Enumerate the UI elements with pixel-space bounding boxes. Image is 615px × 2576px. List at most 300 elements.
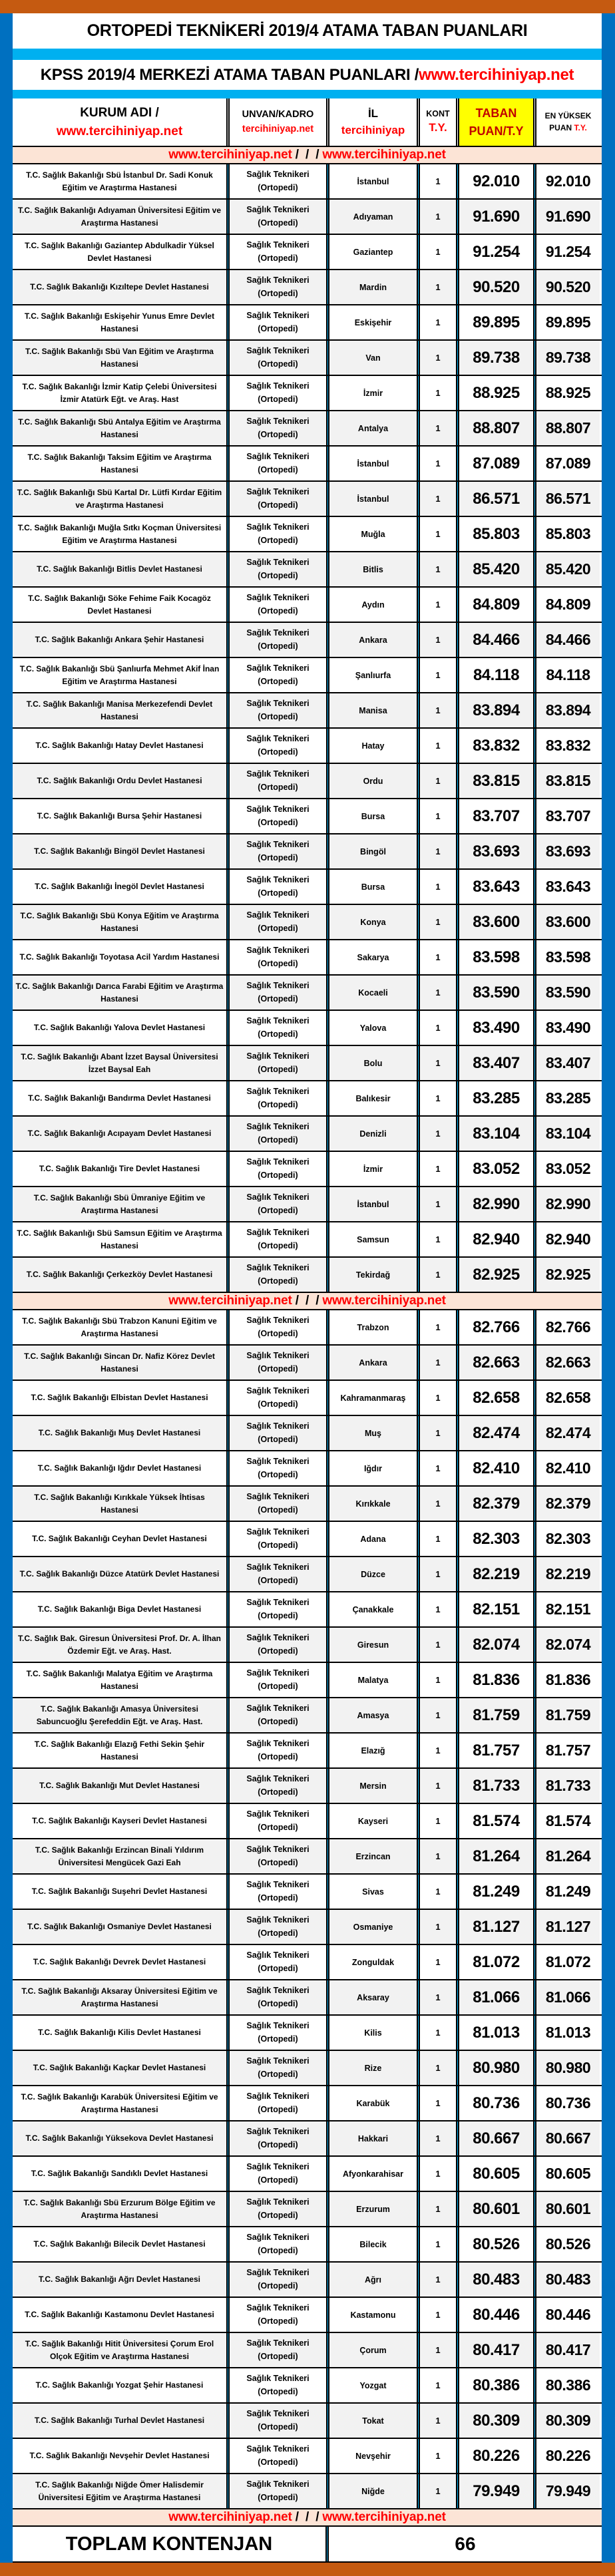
cell-il: Antalya: [329, 411, 417, 445]
table-row: [13, 341, 602, 376]
cell-il: Giresun: [329, 1628, 417, 1662]
cell-kont: 1: [420, 2404, 456, 2438]
cell-kurum: T.C. Sağlık Bakanlığı Darıca Farabi Eğitim ve Araştırma Hastanesi: [13, 976, 226, 1010]
table-row: [13, 1011, 602, 1046]
cell-il: Kırıkkale: [329, 1487, 417, 1521]
cell-unvan: Sağlık Teknikeri (Ortopedi): [246, 2374, 309, 2396]
cell-il: İzmir: [363, 1164, 383, 1174]
table-row: [13, 1592, 602, 1628]
cell-taban-puan: 81.757: [473, 1741, 520, 1759]
table-row: [13, 1980, 602, 2016]
cell-kont: 1: [435, 1534, 441, 1544]
cell-il: Nevşehir: [355, 2451, 391, 2461]
cell-kurum: T.C. Sağlık Bakanlığı Kaçkar Devlet Hastanesi: [13, 2051, 226, 2085]
cell-kurum: T.C. Sağlık Bakanlığı Toyotasa Acil Yardım Hastanesi: [19, 952, 220, 962]
cell-unvan: Sağlık Teknikeri (Ortopedi): [230, 482, 326, 516]
cell-kont: 1: [420, 1046, 456, 1080]
table-row: [13, 1046, 602, 1081]
cell-kurum: T.C. Sağlık Bakanlığı Ankara Şehir Hastanesi: [13, 623, 226, 657]
cell-kont: 1: [435, 2098, 441, 2108]
cell-il: Samsun: [357, 1234, 389, 1244]
table-row: [13, 1081, 602, 1117]
cell-taban-puan: 83.104: [459, 1117, 533, 1151]
cell-en-yuksek-puan: 82.766: [545, 1318, 591, 1336]
cell-taban-puan: 83.590: [459, 976, 533, 1010]
cell-taban-puan: 83.643: [473, 877, 520, 896]
table-row: [13, 1258, 602, 1293]
table-row: [13, 1804, 602, 1839]
cell-en-yuksek-puan: 92.010: [545, 172, 591, 190]
cell-taban-puan: 83.490: [473, 1018, 520, 1037]
cell-en-yuksek-puan: 83.285: [545, 1089, 591, 1107]
cell-kont: 1: [420, 1628, 456, 1662]
cell-kurum: T.C. Sağlık Bakanlığı Hitit Üniversitesi Çorum Erol Olçok Eğitim ve Araştırma Hastanesi: [13, 2333, 226, 2367]
cell-kurum: T.C. Sağlık Bakanlığı Sbü Kartal Dr. Lütfi Kırdar Eğitim ve Araştırma Hastanesi: [13, 482, 226, 516]
cell-en-yuksek-puan: 83.052: [545, 1160, 591, 1177]
page-frame: [0, 13, 615, 2563]
cell-taban-puan: 91.690: [459, 200, 533, 234]
cell-il: Ağrı: [329, 2263, 417, 2297]
table-row: [13, 764, 602, 799]
table-row: [13, 870, 602, 905]
cell-en-yuksek-puan: 83.600: [536, 905, 600, 939]
cell-unvan: Sağlık Teknikeri (Ortopedi): [230, 1346, 326, 1380]
cell-en-yuksek-puan: 80.605: [545, 2165, 591, 2182]
cell-kont: 1: [435, 529, 441, 539]
cell-en-yuksek-puan: 81.249: [545, 1883, 591, 1900]
cell-en-yuksek-puan: 84.809: [545, 596, 591, 613]
cell-en-yuksek-puan: 79.949: [536, 2474, 600, 2508]
cell-kont: 1: [435, 317, 441, 327]
cell-en-yuksek-puan: 83.815: [536, 764, 600, 798]
cell-il: İstanbul: [329, 1187, 417, 1221]
cell-en-yuksek-puan: 80.226: [545, 2447, 591, 2464]
cell-il: Tekirdağ: [329, 1258, 417, 1292]
cell-kurum: T.C. Sağlık Bakanlığı Kastamonu Devlet Hastanesi: [25, 2310, 214, 2320]
cell-il: İzmir: [363, 388, 383, 398]
cell-kont: 1: [435, 1322, 441, 1332]
table-row: [13, 270, 602, 305]
total-row: [13, 2527, 602, 2563]
cell-il: Kilis: [364, 2028, 382, 2038]
cell-unvan: Sağlık Teknikeri (Ortopedi): [246, 311, 309, 333]
cell-unvan: Sağlık Teknikeri (Ortopedi): [246, 1087, 309, 1109]
cell-taban-puan: 80.386: [473, 2376, 520, 2394]
cell-kurum: T.C. Sağlık Bakanlığı Bursa Şehir Hastanesi: [37, 811, 202, 821]
cell-kont: 1: [435, 1887, 441, 1897]
cell-taban-puan: 82.925: [459, 1258, 533, 1292]
cell-kurum: T.C. Sağlık Bak. Giresun Üniversitesi Prof. Dr. A. İlhan Özdemir Eğt. ve Araş. Hast.: [13, 1628, 226, 1662]
table-row: [13, 1663, 602, 1698]
cell-kurum: T.C. Sağlık Bakanlığı Sbü Samsun Eğitim ve Araştırma Hastanesi: [17, 1228, 222, 1250]
cell-kurum: T.C. Sağlık Bakanlığı Amasya Üniversitesi Sabuncuoğlu Şerefeddin Eğt. ve Araş. Hast.: [13, 1698, 226, 1732]
cell-taban-puan: 89.738: [459, 341, 533, 375]
cell-il: Erzincan: [329, 1839, 417, 1873]
cell-kurum: T.C. Sağlık Bakanlığı Sbü İstanbul Dr. Sadi Konuk Eğitim ve Araştırma Hastanesi: [26, 170, 213, 192]
cell-kurum: T.C. Sağlık Bakanlığı Çerkezköy Devlet Hastanesi: [13, 1258, 226, 1292]
table-row: [13, 1187, 602, 1222]
cell-il: İstanbul: [357, 176, 389, 186]
cell-taban-puan: 88.925: [473, 383, 520, 402]
cell-kurum: T.C. Sağlık Bakanlığı Düzce Atatürk Devlet Hastanesi: [13, 1557, 226, 1591]
cell-kont: 1: [420, 1117, 456, 1151]
cell-unvan: Sağlık Teknikeri (Ortopedi): [230, 1980, 326, 2014]
cell-kont: 1: [435, 1093, 441, 1103]
table-row: [13, 658, 602, 693]
table-row: [13, 1945, 602, 1980]
cell-en-yuksek-puan: 80.386: [545, 2376, 591, 2394]
cell-kont: 1: [420, 200, 456, 234]
table-row: [13, 376, 602, 411]
cell-kont: 1: [435, 1746, 441, 1755]
cell-unvan: Sağlık Teknikeri (Ortopedi): [246, 1316, 309, 1338]
cell-unvan: Sağlık Teknikeri (Ortopedi): [230, 1117, 326, 1151]
cell-unvan: Sağlık Teknikeri (Ortopedi): [246, 1386, 309, 1409]
cell-en-yuksek-puan: 81.757: [545, 1742, 591, 1759]
cell-en-yuksek-puan: 82.663: [536, 1346, 600, 1380]
cell-unvan: Sağlık Teknikeri (Ortopedi): [230, 341, 326, 375]
cell-taban-puan: 84.118: [473, 665, 520, 684]
cell-kont: 1: [435, 2380, 441, 2390]
cell-kurum: T.C. Sağlık Bakanlığı Sbü Şanlıurfa Mehmet Akif İnan Eğitim ve Araştırma Hastanesi: [19, 663, 220, 686]
cell-kont: 1: [435, 388, 441, 398]
cell-unvan: Sağlık Teknikeri (Ortopedi): [230, 2404, 326, 2438]
cell-il: Mardin: [329, 270, 417, 304]
cell-unvan: Sağlık Teknikeri (Ortopedi): [230, 1046, 326, 1080]
cell-il: Eskişehir: [354, 317, 392, 327]
cell-en-yuksek-puan: 83.707: [545, 807, 591, 825]
table-row: [13, 1222, 602, 1258]
cell-kont: 1: [435, 741, 441, 751]
cell-en-yuksek-puan: 91.254: [545, 243, 591, 260]
cell-unvan: Sağlık Teknikeri (Ortopedi): [230, 1557, 326, 1591]
table-row: [13, 834, 602, 870]
cell-en-yuksek-puan: 82.474: [536, 1416, 600, 1450]
cell-en-yuksek-puan: 81.836: [545, 1671, 591, 1688]
cell-unvan: Sağlık Teknikeri (Ortopedi): [246, 1228, 309, 1250]
cell-unvan: Sağlık Teknikeri (Ortopedi): [230, 2263, 326, 2297]
cell-il: Çorum: [329, 2333, 417, 2367]
table-row: [13, 235, 602, 270]
cell-unvan: Sağlık Teknikeri (Ortopedi): [246, 946, 309, 968]
cell-kont: 1: [420, 2121, 456, 2155]
cell-en-yuksek-puan: 83.643: [545, 878, 591, 895]
cell-kurum: T.C. Sağlık Bakanlığı Gaziantep Abdulkadir Yüksel Devlet Hastanesi: [25, 240, 214, 263]
cell-unvan: Sağlık Teknikeri (Ortopedi): [230, 2192, 326, 2226]
cell-en-yuksek-puan: 86.571: [536, 482, 600, 516]
table-row: [13, 1769, 602, 1804]
table-row: [13, 552, 602, 588]
cell-il: Yalova: [359, 1023, 387, 1033]
cell-en-yuksek-puan: 83.590: [536, 976, 600, 1010]
cell-kurum: T.C. Sağlık Bakanlığı Muş Devlet Hastanesi: [13, 1416, 226, 1450]
cell-unvan: Sağlık Teknikeri (Ortopedi): [230, 1910, 326, 1944]
cell-taban-puan: 82.410: [473, 1459, 520, 1477]
cell-il: Afyonkarahisar: [342, 2169, 403, 2179]
cell-unvan: Sağlık Teknikeri (Ortopedi): [230, 1839, 326, 1873]
cell-kurum: T.C. Sağlık Bakanlığı Niğde Ömer Halisdemir Üniversitesi Eğitim ve Araştırma Hastanesi: [13, 2474, 226, 2508]
cell-en-yuksek-puan: 81.264: [536, 1839, 600, 1873]
table-row: [13, 2192, 602, 2227]
cell-unvan: Sağlık Teknikeri (Ortopedi): [230, 2474, 326, 2508]
cell-kurum: T.C. Sağlık Bakanlığı Sbü Ümraniye Eğitim ve Araştırma Hastanesi: [13, 1187, 226, 1221]
cell-en-yuksek-puan: 89.738: [536, 341, 600, 375]
cell-taban-puan: 82.990: [459, 1187, 533, 1221]
cell-en-yuksek-puan: 80.309: [536, 2404, 600, 2438]
cell-kurum: T.C. Sağlık Bakanlığı Eskişehir Yunus Emre Devlet Hastanesi: [24, 311, 215, 333]
cell-kurum: T.C. Sağlık Bakanlığı Sbü Antalya Eğitim ve Araştırma Hastanesi: [13, 411, 226, 445]
cell-en-yuksek-puan: 81.127: [536, 1910, 600, 1944]
cell-unvan: Sağlık Teknikeri (Ortopedi): [246, 240, 309, 263]
cell-kont: 1: [420, 411, 456, 445]
cell-kurum: T.C. Sağlık Bakanlığı Malatya Eğitim ve Araştırma Hastanesi: [26, 1668, 213, 1691]
cell-en-yuksek-puan: 82.925: [536, 1258, 600, 1292]
cell-il: Niğde: [329, 2474, 417, 2508]
cell-kurum: T.C. Sağlık Bakanlığı Hatay Devlet Hastanesi: [35, 741, 204, 751]
cell-en-yuksek-puan: 81.066: [536, 1980, 600, 2014]
cell-taban-puan: 83.815: [459, 764, 533, 798]
table-row: [13, 1310, 602, 1346]
table-row: [13, 1910, 602, 1945]
table-row: [13, 2333, 602, 2368]
cell-taban-puan: 80.667: [459, 2121, 533, 2155]
cell-kont: 1: [435, 1675, 441, 1685]
cell-kont: 1: [435, 952, 441, 962]
cell-il: Aksaray: [329, 1980, 417, 2014]
cell-kurum: T.C. Sağlık Bakanlığı Aksaray Üniversitesi Eğitim ve Araştırma Hastanesi: [13, 1980, 226, 2014]
cell-unvan: Sağlık Teknikeri (Ortopedi): [230, 270, 326, 304]
table-row: [13, 411, 602, 447]
table-row: [13, 2368, 602, 2404]
table-row: [13, 729, 602, 764]
cell-unvan: Sağlık Teknikeri (Ortopedi): [246, 2021, 309, 2044]
table-row: [13, 2263, 602, 2298]
table-row: [13, 1381, 602, 1416]
cell-kont: 1: [435, 1463, 441, 1473]
cell-unvan: Sağlık Teknikeri (Ortopedi): [246, 2303, 309, 2326]
cell-il: Rize: [329, 2051, 417, 2085]
cell-taban-puan: 80.980: [459, 2051, 533, 2085]
table-row: [13, 1698, 602, 1734]
cell-en-yuksek-puan: 83.832: [545, 737, 591, 754]
cell-kurum: T.C. Sağlık Bakanlığı Abant İzzet Baysal Üniversitesi İzzet Baysal Eah: [13, 1046, 226, 1080]
cell-kurum: T.C. Sağlık Bakanlığı Tire Devlet Hastanesi: [39, 1164, 200, 1174]
cell-en-yuksek-puan: 80.667: [536, 2121, 600, 2155]
cell-kurum: T.C. Sağlık Bakanlığı Mut Devlet Hastanesi: [13, 1769, 226, 1803]
cell-kont: 1: [420, 1258, 456, 1292]
cell-taban-puan: 81.264: [459, 1839, 533, 1873]
score-sheet: [13, 13, 602, 2563]
cell-il: Bilecik: [359, 2239, 387, 2249]
cell-en-yuksek-puan: 80.526: [545, 2235, 591, 2253]
cell-il: Sakarya: [357, 952, 389, 962]
header-unvan: UNVAN/KADRO tercihiniyap.net: [230, 98, 326, 146]
cell-taban-puan: 88.807: [459, 411, 533, 445]
cell-kurum: T.C. Sağlık Bakanlığı Söke Fehime Faik Kocagöz Devlet Hastanesi: [28, 593, 211, 616]
cell-kurum: T.C. Sağlık Bakanlığı Sbü Trabzon Kanuni Eğitim ve Araştırma Hastanesi: [22, 1316, 217, 1338]
cell-kont: 1: [420, 2192, 456, 2226]
cell-il: Adana: [360, 1534, 386, 1544]
cell-il: Balıkesir: [355, 1093, 391, 1103]
cell-taban-puan: 81.836: [473, 1670, 520, 1689]
cell-en-yuksek-puan: 80.446: [545, 2306, 591, 2323]
cell-unvan: Sağlık Teknikeri (Ortopedi): [246, 1016, 309, 1039]
cell-kurum: T.C. Sağlık Bakanlığı Sbü Konya Eğitim ve Araştırma Hastanesi: [13, 905, 226, 939]
cell-taban-puan: 82.663: [459, 1346, 533, 1380]
cell-taban-puan: 81.013: [473, 2023, 520, 2042]
cell-kont: 1: [435, 176, 441, 186]
cell-il: Konya: [329, 905, 417, 939]
cell-kurum: T.C. Sağlık Bakanlığı Karabük Üniversitesi Eğitim ve Araştırma Hastanesi: [21, 2092, 218, 2114]
cell-en-yuksek-puan: 82.379: [536, 1487, 600, 1521]
cell-kont: 1: [435, 1023, 441, 1033]
cell-en-yuksek-puan: 81.759: [536, 1698, 600, 1732]
cell-taban-puan: 81.759: [459, 1698, 533, 1732]
table-row: [13, 1734, 602, 1769]
cell-il: Bursa: [361, 811, 385, 821]
cell-il: Gaziantep: [353, 247, 393, 257]
cell-kont: 1: [420, 623, 456, 657]
cell-kurum: T.C. Sağlık Bakanlığı Manisa Merkezefendi Devlet Hastanesi: [13, 693, 226, 727]
cell-kurum: T.C. Sağlık Bakanlığı Bandırma Devlet Hastanesi: [28, 1093, 211, 1103]
cell-unvan: Sağlık Teknikeri (Ortopedi): [246, 1809, 309, 1832]
table-row: [13, 693, 602, 729]
cell-en-yuksek-puan: 82.303: [545, 1530, 591, 1547]
cell-kont: 1: [420, 1416, 456, 1450]
cell-unvan: Sağlık Teknikeri (Ortopedi): [246, 381, 309, 404]
cell-il: Manisa: [329, 693, 417, 727]
cell-unvan: Sağlık Teknikeri (Ortopedi): [230, 2051, 326, 2085]
cell-kurum: T.C. Sağlık Bakanlığı Osmaniye Devlet Hastanesi: [13, 1910, 226, 1944]
cell-kont: 1: [420, 1839, 456, 1873]
total-value: 66: [329, 2527, 602, 2561]
table-row: [13, 2157, 602, 2192]
table-row: [13, 1875, 602, 1910]
cell-en-yuksek-puan: 89.895: [545, 313, 591, 331]
divider-band: [13, 49, 602, 60]
cell-en-yuksek-puan: 88.925: [545, 384, 591, 401]
cell-kont: 1: [435, 247, 441, 257]
cell-taban-puan: 83.285: [473, 1089, 520, 1107]
cell-kurum: T.C. Sağlık Bakanlığı Kızıltepe Devlet Hastanesi: [13, 270, 226, 304]
subtitle-link[interactable]: www.tercihiniyap.net: [419, 65, 574, 84]
cell-taban-puan: 81.066: [459, 1980, 533, 2014]
cell-taban-puan: 83.598: [473, 948, 520, 966]
cell-kurum: T.C. Sağlık Bakanlığı Sandıklı Devlet Hastanesi: [31, 2169, 208, 2179]
cell-taban-puan: 83.832: [473, 736, 520, 755]
cell-kont: 1: [435, 2451, 441, 2461]
cell-kont: 1: [420, 1487, 456, 1521]
cell-il: Bolu: [329, 1046, 417, 1080]
cell-taban-puan: 89.895: [473, 313, 520, 331]
cell-kurum: T.C. Sağlık Bakanlığı İnegöl Devlet Hastanesi: [35, 882, 204, 892]
cell-kont: 1: [420, 270, 456, 304]
cell-kurum: T.C. Sağlık Bakanlığı Yalova Devlet Hastanesi: [33, 1023, 206, 1033]
cell-unvan: Sağlık Teknikeri (Ortopedi): [246, 734, 309, 757]
cell-il: Kocaeli: [329, 976, 417, 1010]
cell-il: Şanlıurfa: [355, 670, 391, 680]
cell-kurum: T.C. Sağlık Bakanlığı Kilis Devlet Hastanesi: [38, 2028, 201, 2038]
table-body-block-1: [13, 164, 602, 1293]
cell-kurum: T.C. Sağlık Bakanlığı Nevşehir Devlet Hastanesi: [29, 2451, 210, 2461]
header-kurum: KURUM ADI / www.tercihiniyap.net: [13, 98, 226, 146]
cell-kurum: T.C. Sağlık Bakanlığı Biga Devlet Hastanesi: [37, 1604, 202, 1614]
cell-taban-puan: 80.309: [459, 2404, 533, 2438]
cell-en-yuksek-puan: 81.072: [545, 1953, 591, 1970]
cell-il: Amasya: [329, 1698, 417, 1732]
cell-kurum: T.C. Sağlık Bakanlığı Ağrı Devlet Hastanesi: [13, 2263, 226, 2297]
cell-unvan: Sağlık Teknikeri (Ortopedi): [246, 1668, 309, 1691]
cell-unvan: Sağlık Teknikeri (Ortopedi): [230, 834, 326, 868]
table-row: [13, 2051, 602, 2086]
table-row: [13, 623, 602, 658]
cell-unvan: Sağlık Teknikeri (Ortopedi): [246, 2444, 309, 2467]
cell-kont: 1: [435, 1393, 441, 1403]
cell-taban-puan: 87.089: [473, 454, 520, 472]
cell-il: Muş: [329, 1416, 417, 1450]
table-row: [13, 588, 602, 623]
cell-kurum: T.C. Sağlık Bakanlığı Bitlis Devlet Hastanesi: [13, 552, 226, 586]
table-row: [13, 2016, 602, 2051]
cell-kont: 1: [435, 1164, 441, 1174]
cell-kont: 1: [420, 1769, 456, 1803]
cell-unvan: Sağlık Teknikeri (Ortopedi): [246, 1527, 309, 1550]
cell-kont: 1: [420, 834, 456, 868]
cell-en-yuksek-puan: 82.074: [536, 1628, 600, 1662]
cell-kurum: T.C. Sağlık Bakanlığı Erzincan Binali Yıldırım Üniversitesi Mengücek Gazi Eah: [13, 1839, 226, 1873]
cell-taban-puan: 82.474: [459, 1416, 533, 1450]
cell-taban-puan: 92.010: [473, 172, 520, 190]
cell-en-yuksek-puan: 85.420: [536, 552, 600, 586]
cell-unvan: Sağlık Teknikeri (Ortopedi): [246, 1598, 309, 1620]
cell-taban-puan: 85.803: [473, 524, 520, 543]
cell-il: Osmaniye: [329, 1910, 417, 1944]
cell-kurum: T.C. Sağlık Bakanlığı Elbistan Devlet Hastanesi: [31, 1393, 208, 1403]
cell-en-yuksek-puan: 80.980: [536, 2051, 600, 2085]
cell-il: Hakkari: [329, 2121, 417, 2155]
cell-en-yuksek-puan: 81.013: [545, 2024, 591, 2041]
cell-taban-puan: 83.600: [459, 905, 533, 939]
cell-taban-puan: 82.379: [459, 1487, 533, 1521]
subtitle-text: KPSS 2019/4 MERKEZİ ATAMA TABAN PUANLARI /: [40, 65, 419, 84]
divider-band: [13, 90, 602, 98]
cell-kont: 1: [420, 2333, 456, 2367]
cell-taban-puan: 86.571: [459, 482, 533, 516]
cell-taban-puan: 80.526: [473, 2235, 520, 2253]
table-row: [13, 1522, 602, 1557]
cell-kurum: T.C. Sağlık Bakanlığı Muğla Sıtkı Koçman Üniversitesi Eğitim ve Araştırma Hastanesi: [17, 522, 222, 545]
cell-kurum: T.C. Sağlık Bakanlığı Iğdır Devlet Hastanesi: [37, 1463, 202, 1473]
cell-il: İstanbul: [329, 482, 417, 516]
cell-il: Ankara: [329, 623, 417, 657]
cell-kont: 1: [435, 2310, 441, 2320]
table-row: [13, 1346, 602, 1381]
cell-unvan: Sağlık Teknikeri (Ortopedi): [246, 2092, 309, 2114]
header-en-yuksek: EN YÜKSEK PUAN T.Y.: [536, 98, 600, 146]
cell-en-yuksek-puan: 80.483: [536, 2263, 600, 2297]
url-banner: www.tercihiniyap.net / / / www.tercihiniyap.net: [13, 2509, 602, 2527]
cell-taban-puan: 81.249: [473, 1882, 520, 1901]
cell-taban-puan: 84.809: [473, 595, 520, 614]
cell-unvan: Sağlık Teknikeri (Ortopedi): [230, 2333, 326, 2367]
cell-en-yuksek-puan: 80.601: [536, 2192, 600, 2226]
cell-unvan: Sağlık Teknikeri (Ortopedi): [230, 976, 326, 1010]
cell-taban-puan: 80.226: [473, 2446, 520, 2465]
page-subtitle: [13, 60, 602, 90]
cell-kurum: T.C. Sağlık Bakanlığı Ceyhan Devlet Hastanesi: [32, 1534, 207, 1544]
cell-kurum: T.C. Sağlık Bakanlığı Yozgat Şehir Hastanesi: [35, 2380, 204, 2390]
table-row: [13, 200, 602, 235]
